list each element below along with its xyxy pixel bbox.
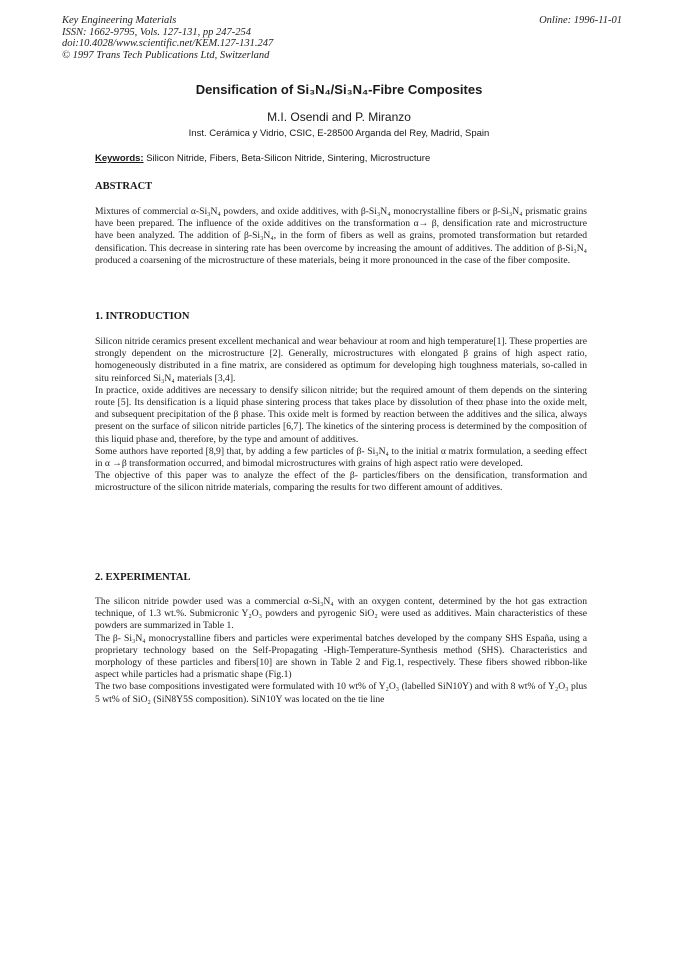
abstract-heading: ABSTRACT: [95, 181, 153, 192]
doi-line[interactable]: doi:10.4028/www.scientific.net/KEM.127-131.247: [62, 38, 274, 49]
issn-line: ISSN: 1662-9795, Vols. 127-131, pp 247-254: [62, 26, 251, 38]
introduction-paragraph: The objective of this paper was to analyze the effect of the β- particles/fibers on the densification, transformation and microstructure of the silicon nitride materials, comparing the results for two different amount of additives.: [95, 470, 587, 494]
online-date: Online: 1996-11-01: [539, 15, 622, 26]
experimental-heading: 2. EXPERIMENTAL: [95, 572, 191, 583]
keywords-line: [95, 153, 585, 164]
experimental-body: [95, 596, 587, 706]
keywords-label: Keywords:: [95, 153, 144, 164]
abstract-paragraph: Mixtures of commercial α-Si₃N₄ powders, and oxide additives, with β-Si₃N₄ monocrystalline fibers or β-Si₃N₄ prismatic grains have been prepared. The influence of the oxide additives on the transformation α→ β, densification rate and microstructure have been analyzed. The addition of β-Si₃N₄, in the form of fibers as well as grains, promoted transformation but retarded densification. This decrease in sintering rate has been overcome by increasing the amount of additives. The addition of β-Si₃N₄ produced a coarsening of the microstructure of these materials, being it more pronounced in the case of the fiber composite.: [95, 206, 587, 266]
experimental-paragraph: The two base compositions investigated were formulated with 10 wt% of Y₂O₃ (labelled SiN10Y) and with 8 wt% of Y₂O₃ plus 5 wt% of SiO₂ (SiN8Y5S composition). SiN10Y was located on the tie line: [95, 681, 587, 705]
introduction-heading: 1. INTRODUCTION: [95, 311, 190, 322]
journal-name: Key Engineering Materials: [62, 15, 177, 26]
introduction-paragraph: In practice, oxide additives are necessary to densify silicon nitride; but the required amount of them depends on the sintering route [5]. Its densification is a liquid phase sintering process that takes place by dissolution of theα phase into the oxide melt, and subsequent precipitation of the β phase. This oxide melt is formed by reaction between the additives and the silica, always present on the surface of silicon nitride particles [6,7]. The kinetics of the sintering process is determined by the composition of this liquid phase and, therefore, by the type and amount of additives.: [95, 384, 587, 445]
keywords-text: Silicon Nitride, Fibers, Beta-Silicon Nitride, Sintering, Microstructure: [146, 153, 431, 164]
experimental-paragraph: The β- Si₃N₄ monocrystalline fibers and particles were experimental batches developed by the company SHS España, using a proprietary technology based on the Self-Propagating -High-Temperature-Synthesis method (SHS). Characteristics and morphology of these particles and fibers[10] are shown in Table 2 and Fig.1, respectively. These fibers showed ribbon-like aspect while particles had a prismatic shape (Fig.1): [95, 632, 587, 681]
introduction-paragraph: Silicon nitride ceramics present excellent mechanical and wear behaviour at room and high temperature[1]. These properties are strongly dependent on the microstructure [2]. Generally, microstructures with elongated β grains of high aspect ratio, homogeneously distributed in a fine matrix, are considered as optimum for developing high toughness materials, so-called in situ reinforced Si₃N₄ materials [3,4].: [95, 336, 587, 384]
journal-header: [62, 15, 622, 61]
introduction-paragraph: Some authors have reported [8,9] that, by adding a few particles of β- Si₃N₄ to the initial α matrix formulation, a seeding effect in α →β transformation occurred, and bimodal microstructures with grains of high aspect ratio were developed.: [95, 445, 587, 470]
paper-authors: M.I. Osendi and P. Miranzo: [267, 110, 411, 124]
copyright-line: © 1997 Trans Tech Publications Ltd, Switzerland: [62, 49, 270, 61]
paper-affiliation: Inst. Cerámica y Vidrio, CSIC, E-28500 Arganda del Rey, Madrid, Spain: [188, 128, 490, 139]
paper-title: Densification of Si₃N₄/Si₃N₄-Fibre Composites: [195, 82, 483, 97]
experimental-paragraph: The silicon nitride powder used was a commercial α-Si₃N₄ with an oxygen content, determined by the hot gas extraction technique, of 1.3 wt.%. Submicronic Y₂O₃ powders and pyrogenic SiO₂ were used as additives. Main characteristics of these powders are summarized in Table 1.: [95, 596, 587, 632]
introduction-body: [95, 336, 587, 495]
